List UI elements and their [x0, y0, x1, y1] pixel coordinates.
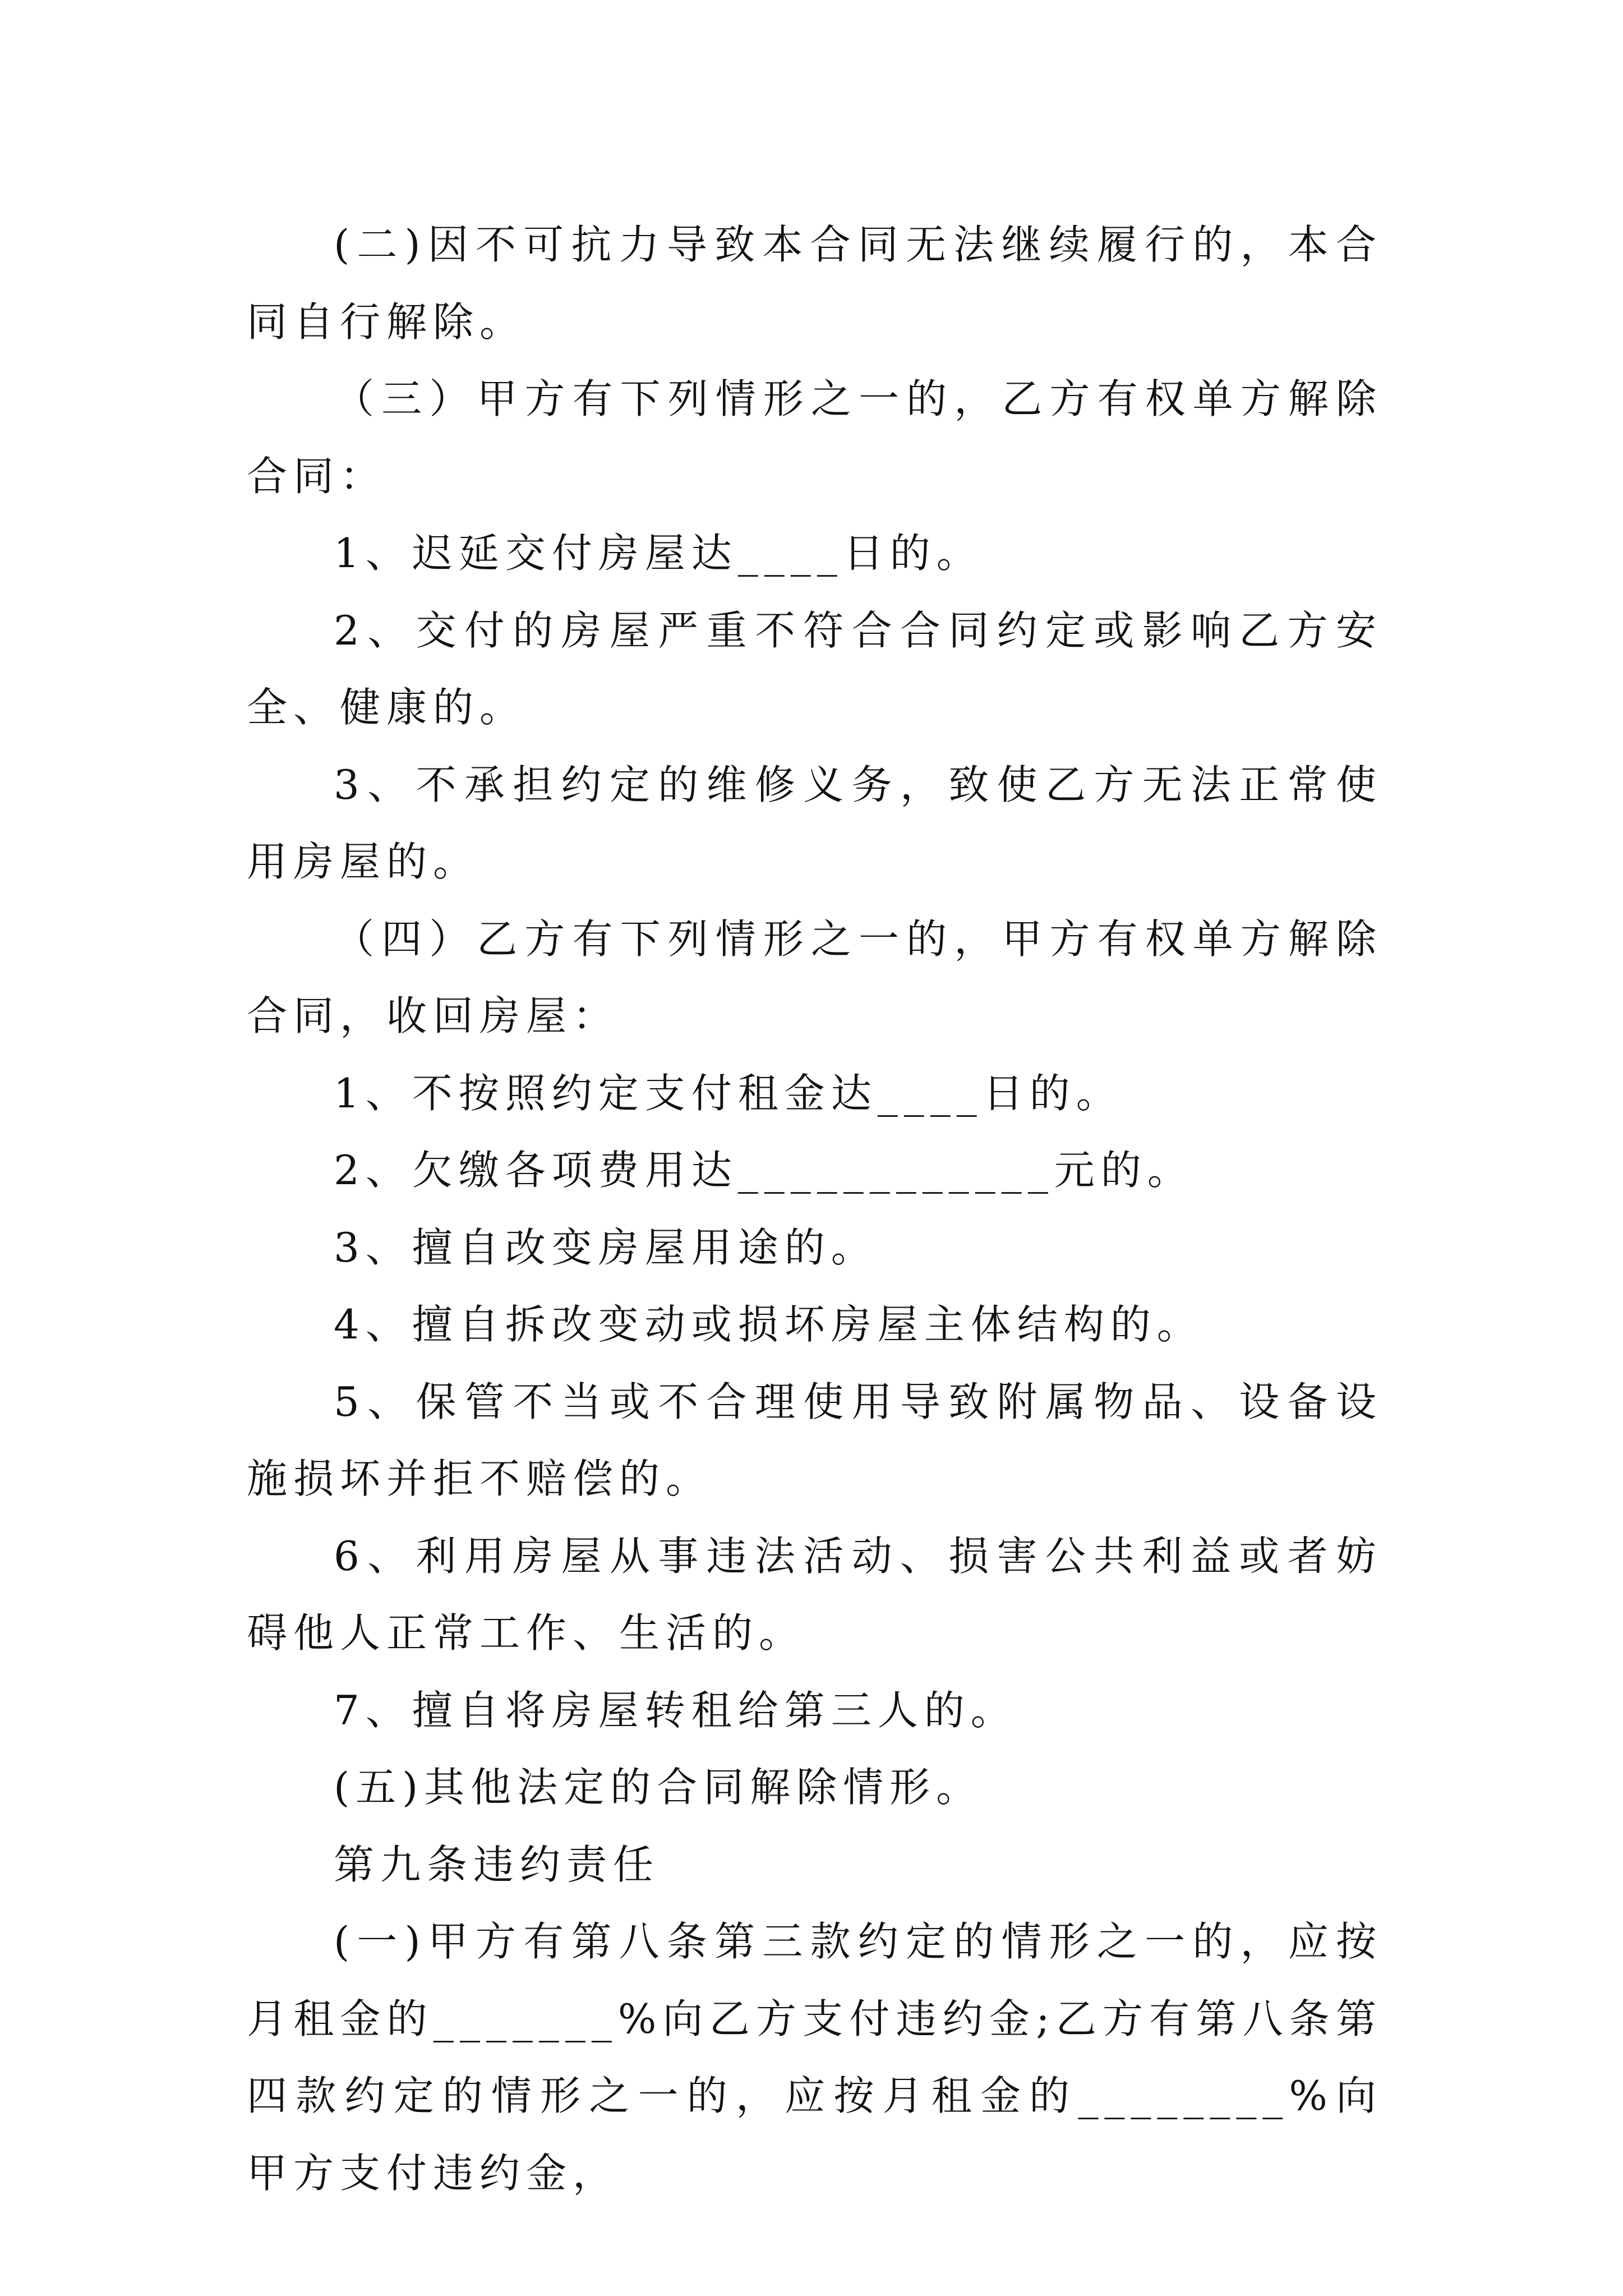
paragraph-party-b-breach-heading: （四）乙方有下列情形之一的，甲方有权单方解除合同，收回房屋： [247, 915, 1382, 1039]
list-item: 1、迟延交付房屋达____日的。 [334, 530, 983, 577]
document-body [247, 206, 1382, 2212]
paragraph-party-a-breach-heading: （三）甲方有下列情形之一的，乙方有权单方解除合同： [247, 375, 1382, 500]
list-item: 3、擅自改变房屋用途的。 [334, 1223, 878, 1271]
list-item: 2、交付的房屋严重不符合合同约定或影响乙方安全、健康的。 [247, 606, 1382, 731]
list-item: 5、保管不当或不合理使用导致附属物品、设备设施损坏并拒不赔偿的。 [247, 1378, 1382, 1502]
section-heading-article-9: 第九条违约责任 [334, 1841, 660, 1888]
list-item: 3、不承担约定的维修义务，致使乙方无法正常使用房屋的。 [247, 761, 1382, 885]
list-item: 1、不按照约定支付租金达____日的。 [334, 1069, 1123, 1117]
list-item: 4、擅自拆改变动或损坏房屋主体结构的。 [334, 1301, 1204, 1348]
list-item: 2、欠缴各项费用达____________元的。 [334, 1147, 1194, 1194]
paragraph-other-termination: (五)其他法定的合同解除情形。 [334, 1764, 983, 1811]
list-item: 7、擅自将房屋转租给第三人的。 [334, 1686, 1017, 1734]
paragraph-force-majeure: (二)因不可抗力导致本合同无法继续履行的，本合同自行解除。 [247, 221, 1382, 346]
paragraph-liquidated-damages: (一)甲方有第八条第三款约定的情形之一的，应按月租金的_______%向乙方支付违约金;乙方有第八条第四款约定的情形之一的，应按月租金的________%向甲方支付违约金， [247, 1918, 1382, 2197]
list-item: 6、利用房屋从事违法活动、损害公共利益或者妨碍他人正常工作、生活的。 [247, 1532, 1382, 1657]
